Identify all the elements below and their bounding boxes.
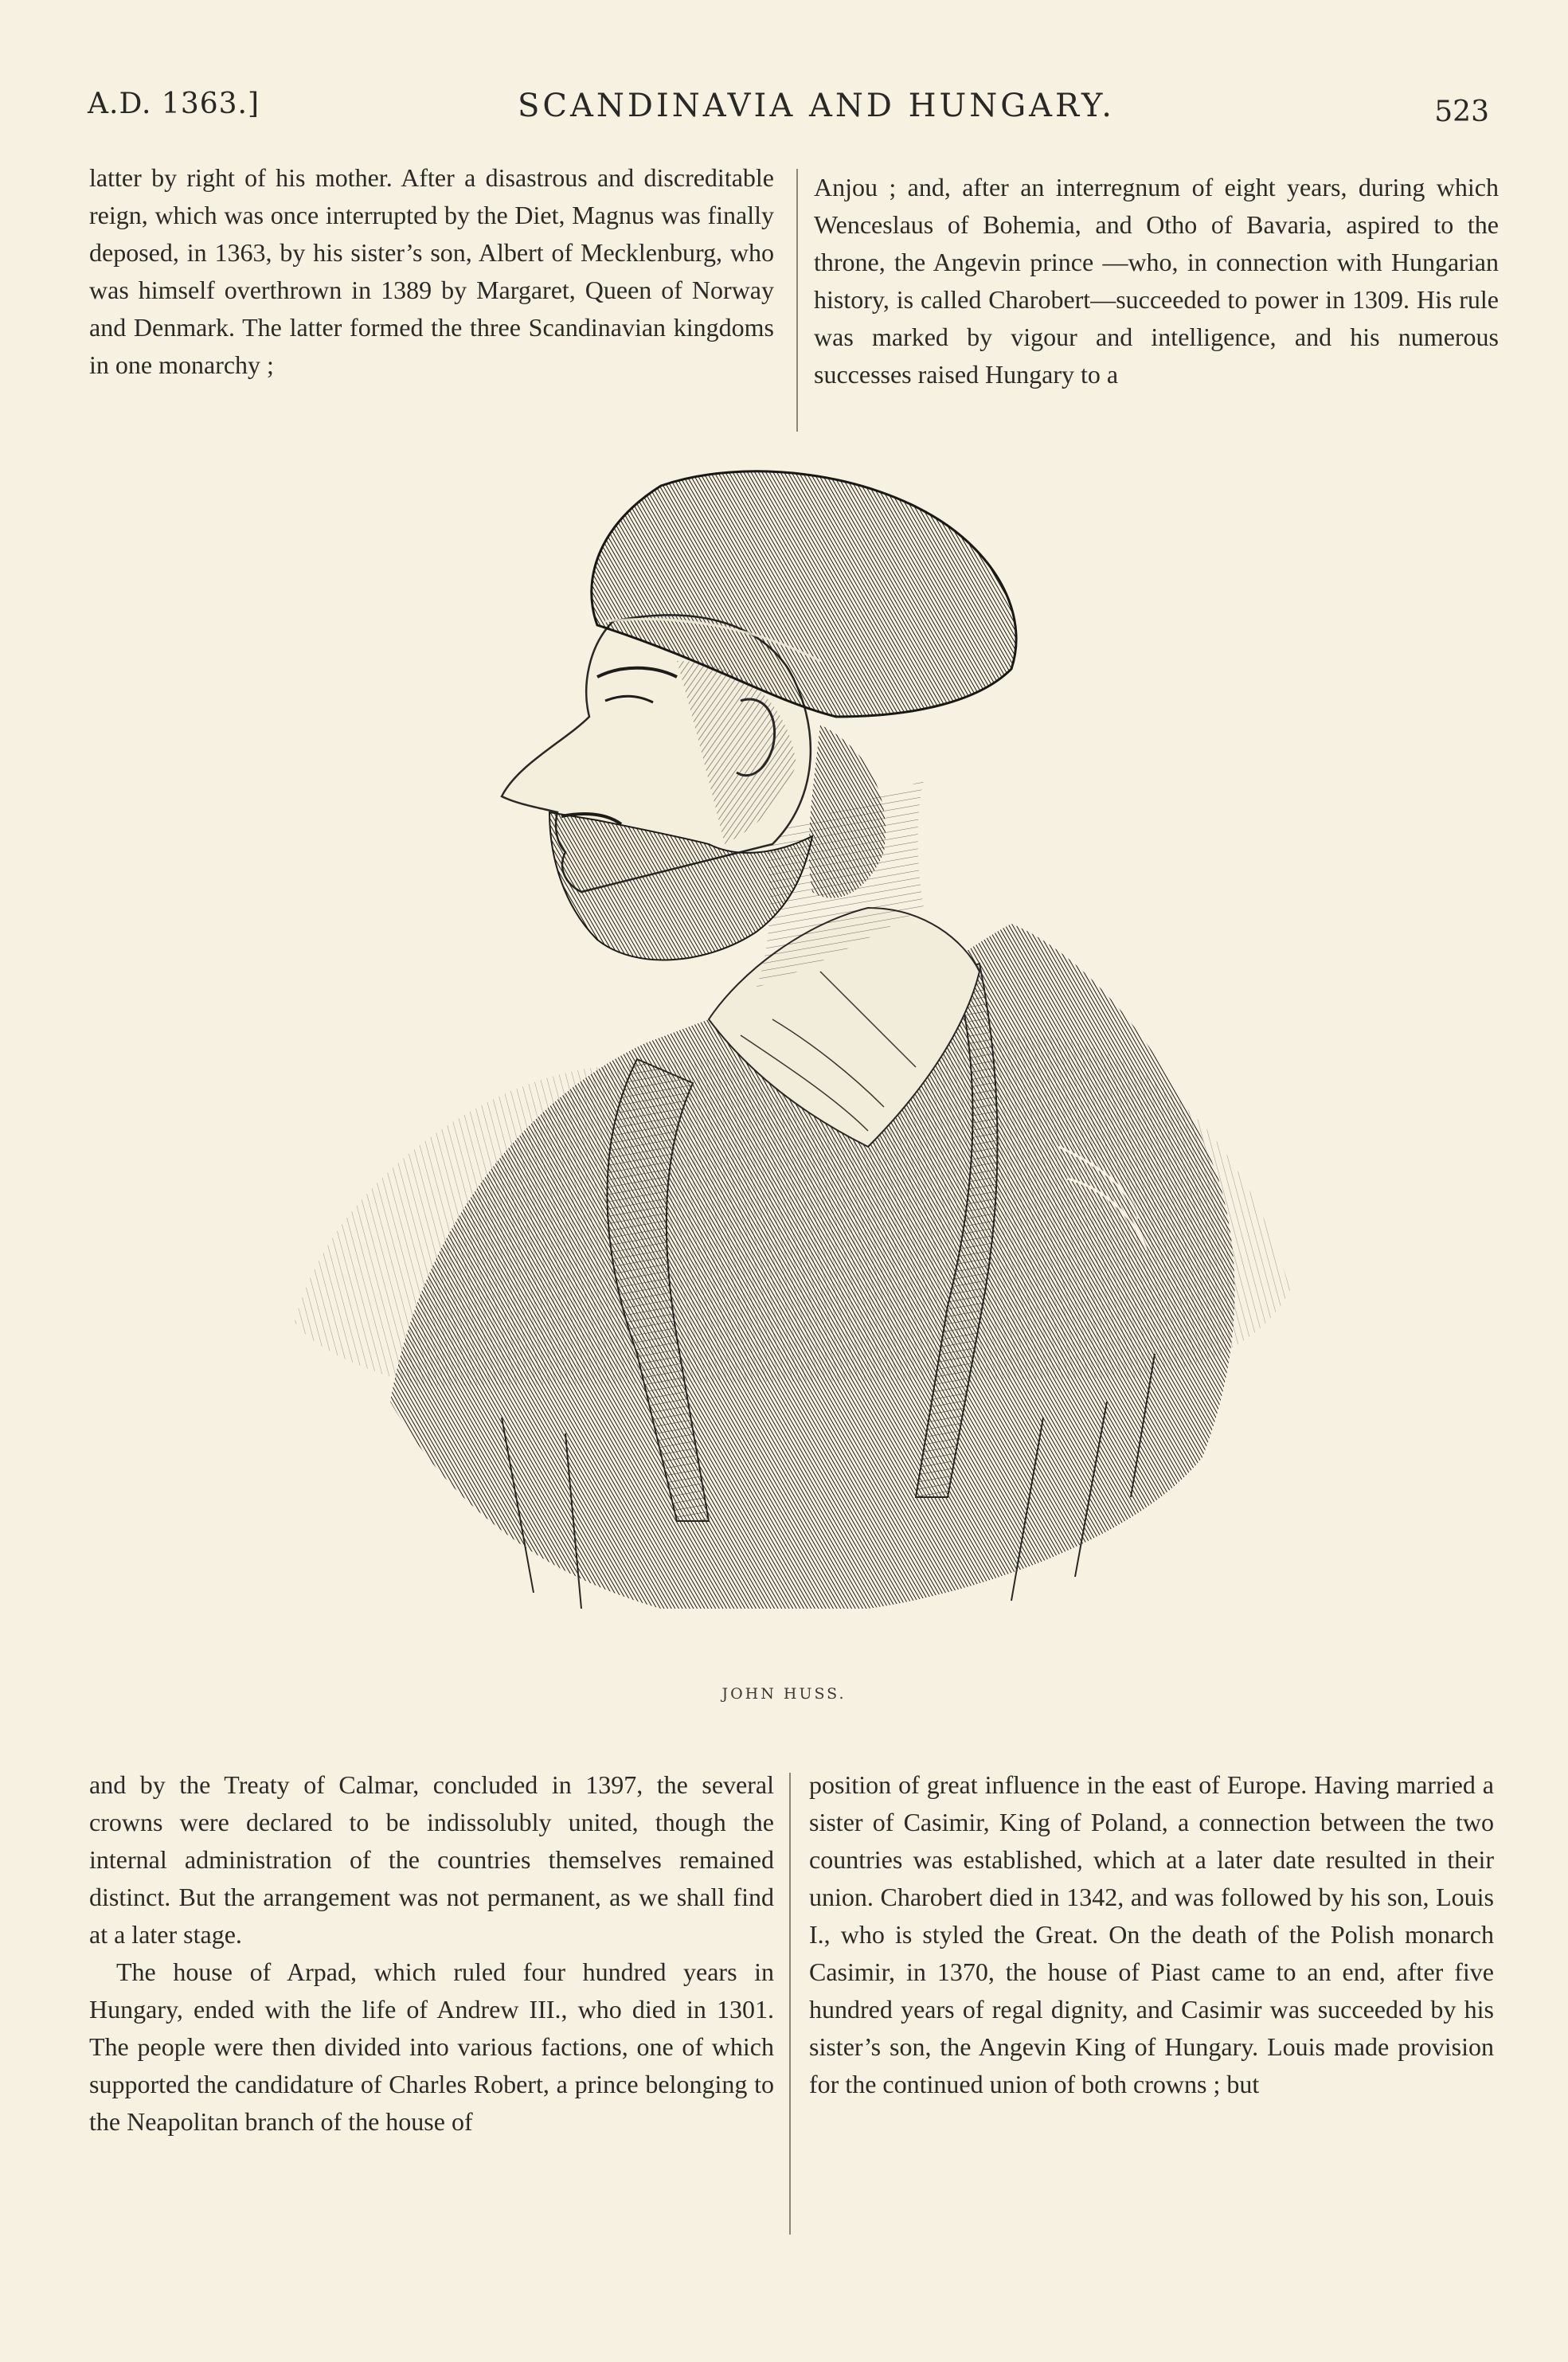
page-number: 523 bbox=[1434, 96, 1489, 128]
column-rule-top bbox=[796, 169, 798, 432]
portrait-engraving bbox=[263, 462, 1314, 1672]
column-rule-bottom bbox=[789, 1773, 791, 2235]
paragraph: Anjou ; and, after an interregnum of eight years, during which Wenceslaus of Bohemia, and Otho of Bavaria, aspired to the throne, the Angevin prince —who, in connection with Hungarian history, is called Charobert—succeeded to power in 1309. His rule was marked by vigour and intelligence, and his numerous successes raised Hungary to a bbox=[814, 173, 1499, 389]
running-head-date: A.D. 1363.] bbox=[88, 88, 260, 120]
running-head bbox=[88, 88, 1489, 135]
bottom-left-column bbox=[89, 1766, 774, 2141]
top-right-column bbox=[814, 169, 1499, 393]
bottom-right-column bbox=[809, 1766, 1494, 2103]
paragraph: and by the Treaty of Calmar, concluded in 1397, the several crowns were declared to be indissolubly united, though the internal administration of the countries themselves remained distinct. But the arrangement was not permanent, as we shall find at a later stage. bbox=[89, 1770, 774, 1949]
illustration-caption: JOHN HUSS. bbox=[721, 1685, 847, 1703]
top-left-column bbox=[89, 159, 774, 384]
running-head-title: SCANDINAVIA AND HUNGARY. bbox=[518, 88, 1115, 124]
paragraph: latter by right of his mother. After a disastrous and discreditable reign, which was once interrupted by the Diet, Magnus was finally deposed, in 1363, by his sister’s son, Albert of Mecklenburg, who was himself overthrown in 1389 by Margaret, Queen of Norway and Denmark. The latter formed the three Scandinavian kingdoms in one monarchy ; bbox=[89, 163, 774, 379]
paragraph: The house of Arpad, which ruled four hundred years in Hungary, ended with the life of Andrew III., who died in 1301. The people were then divided into various factions, one of which supported the candidature of Charles Robert, a prince belonging to the Neapolitan branch of the house of bbox=[89, 1957, 774, 2136]
paragraph: position of great influence in the east of Europe. Having married a sister of Casimir, King of Poland, a connection between the two countries was established, which at a later date resulted in their union. Charobert died in 1342, and was followed by his son, Louis I., who is styled the Great. On the death of the Polish monarch Casimir, in 1370, the house of Piast came to an end, after five hundred years of regal dignity, and Casimir was succeeded by his sister’s son, the Angevin King of Hungary. Louis made provision for the continued union of both crowns ; but bbox=[809, 1770, 1494, 2098]
